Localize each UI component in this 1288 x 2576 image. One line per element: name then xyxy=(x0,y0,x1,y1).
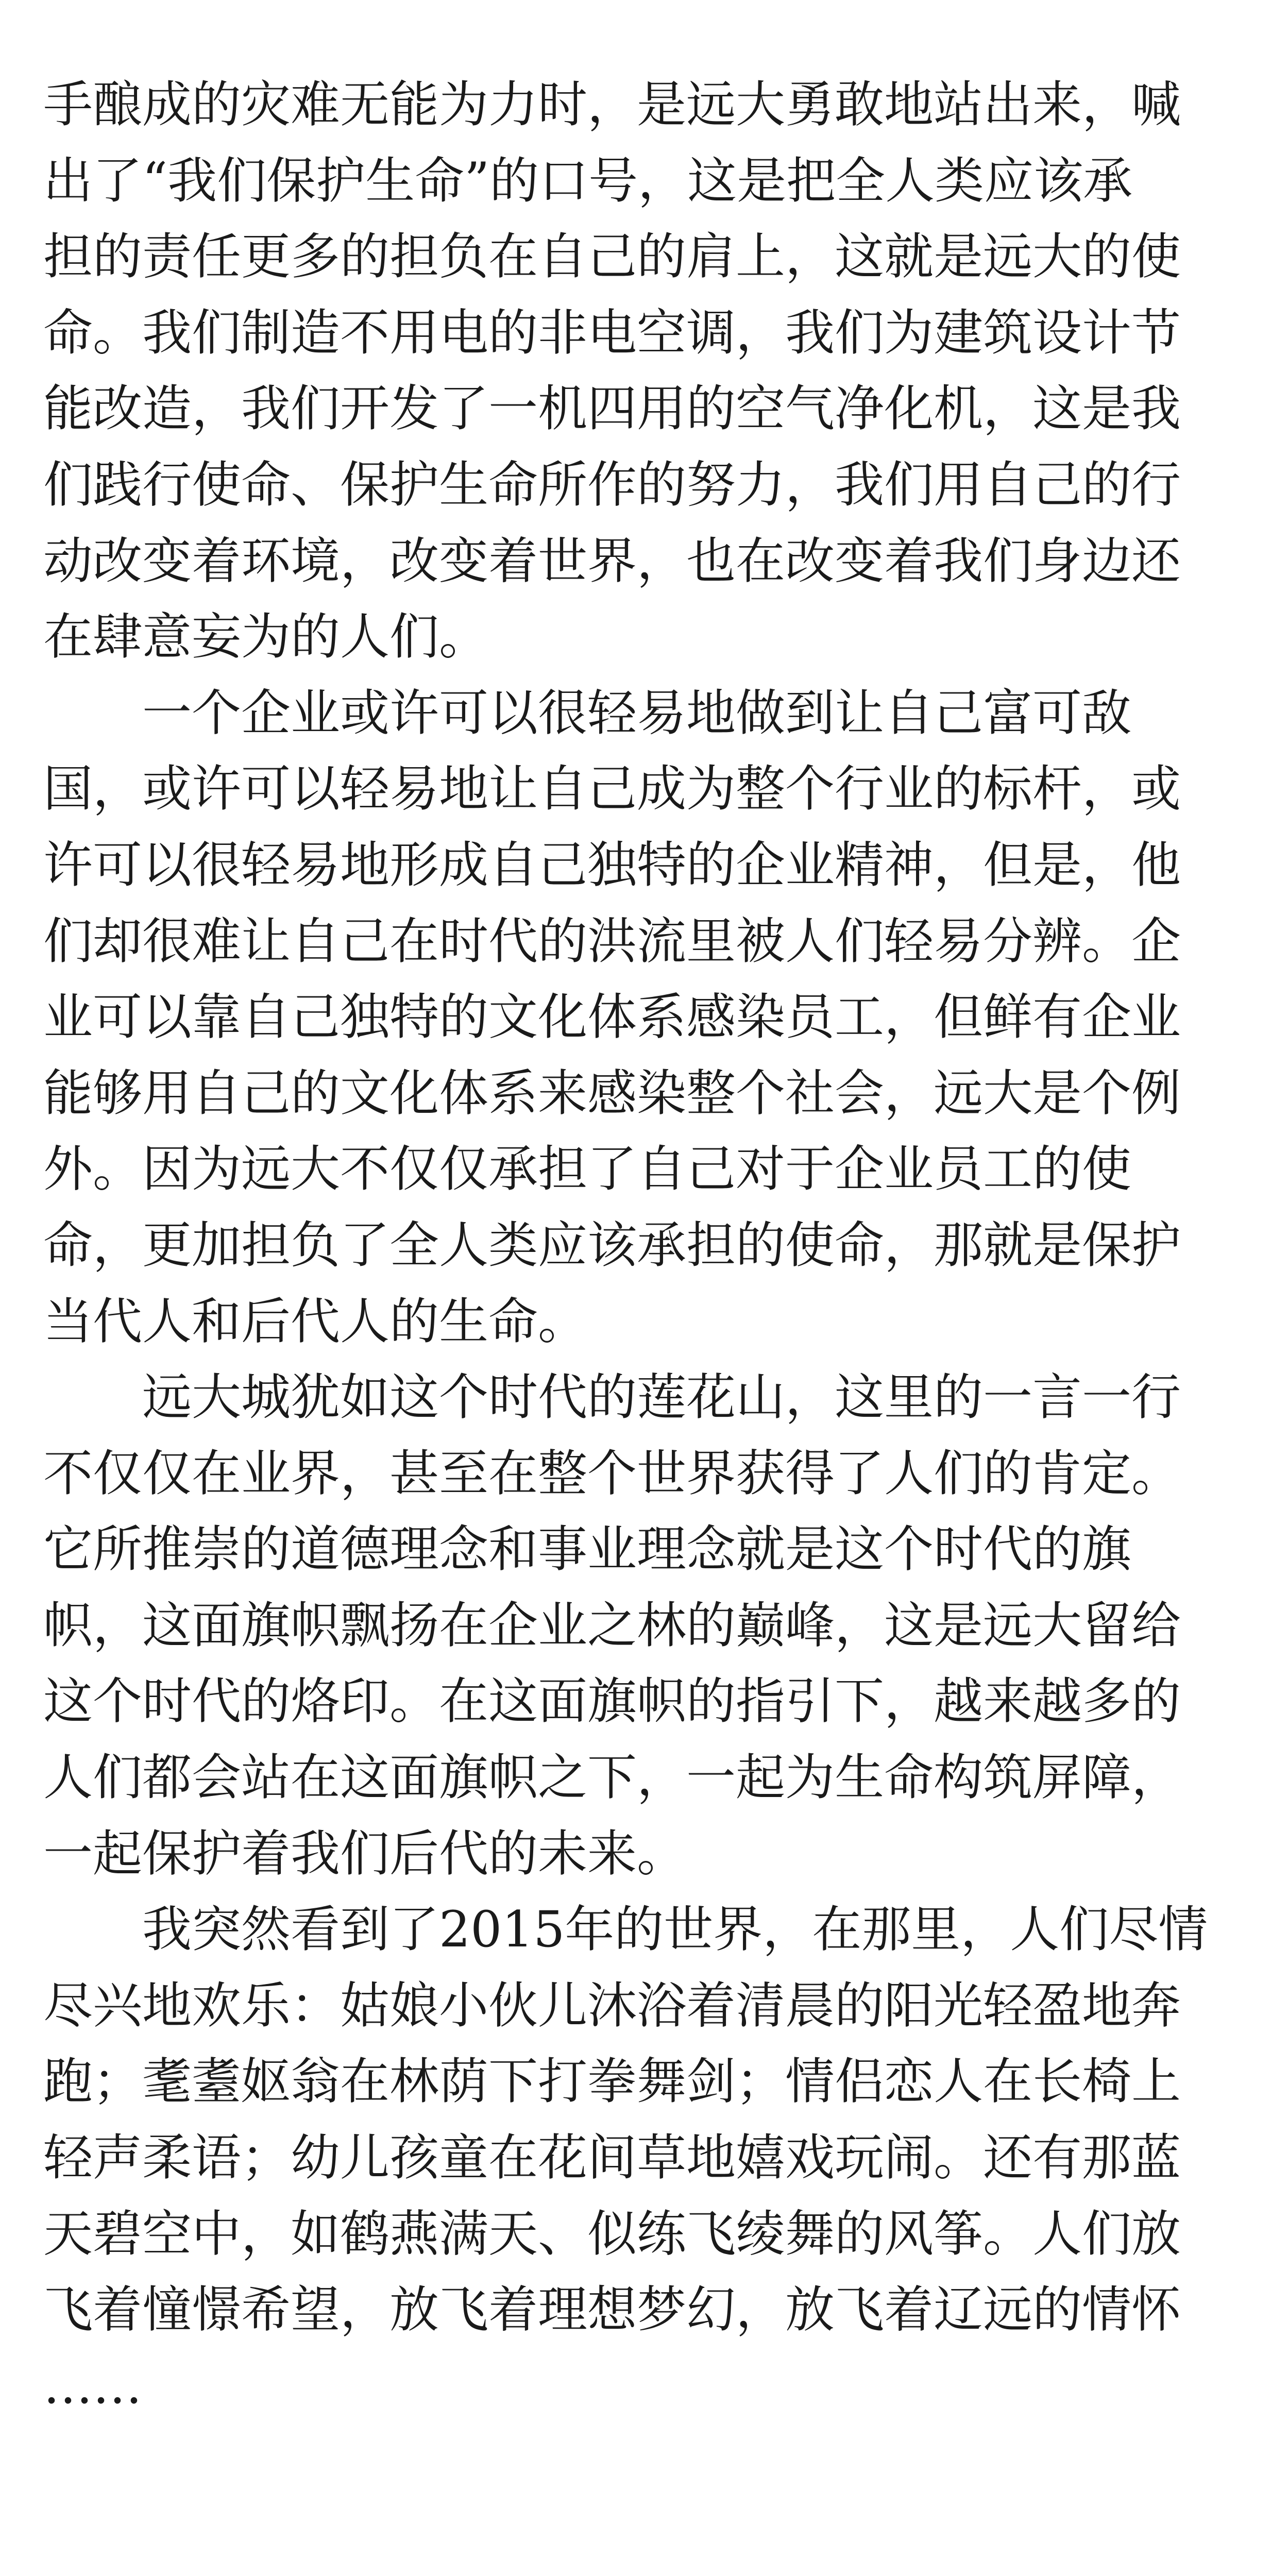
text-line: 外。因为远大不仅仅承担了自己对于企业员工的使 xyxy=(43,1140,1131,1198)
text-line: 许可以很轻易地形成自己独特的企业精神，但是，他 xyxy=(43,836,1181,894)
text-line: 命，更加担负了全人类应该承担的使命，那就是保护 xyxy=(43,1216,1181,1274)
text-line: 们却很难让自己在时代的洪流里被人们轻易分辨。企 xyxy=(43,912,1181,970)
text-line: 帜，这面旗帜飘扬在企业之林的巅峰，这是远大留给 xyxy=(43,1596,1181,1654)
text-line: 一起保护着我们后代的未来。 xyxy=(43,1824,686,1883)
text-line: 这个时代的烙印。在这面旗帜的指引下，越来越多的 xyxy=(43,1672,1181,1731)
text-line: 它所推崇的道德理念和事业理念就是这个时代的旗 xyxy=(43,1520,1131,1579)
paragraph xyxy=(43,1360,1181,1892)
text-line: 当代人和后代人的生命。 xyxy=(43,1292,587,1350)
text-line: 人们都会站在这面旗帜之下，一起为生命构筑屏障， xyxy=(43,1749,1181,1807)
body-text xyxy=(43,67,1208,2424)
text-line: 在肆意妄为的人们。 xyxy=(43,608,488,666)
text-line: 轻声柔语；幼儿孩童在花间草地嬉戏玩闹。还有那蓝 xyxy=(43,2129,1181,2187)
text-line: 能够用自己的文化体系来感染整个社会，远大是个例 xyxy=(43,1064,1181,1122)
paragraph xyxy=(43,675,1181,1360)
text-line: 担的责任更多的担负在自己的肩上，这就是远大的使 xyxy=(43,228,1181,286)
text-line: 命。我们制造不用电的非电空调，我们为建筑设计节 xyxy=(43,303,1181,362)
text-line: 业可以靠自己独特的文化体系感染员工，但鲜有企业 xyxy=(43,988,1181,1046)
text-line: 手酿成的灾难无能为力时，是远大勇敢地站出来，喊 xyxy=(43,76,1181,133)
text-line: 不仅仅在业界，甚至在整个世界获得了人们的肯定。 xyxy=(43,1444,1181,1502)
text-line: 天碧空中，如鹤燕满天、似练飞绫舞的风筝。人们放 xyxy=(43,2205,1181,2263)
paragraph xyxy=(43,1892,1208,2424)
text-line: 远大城犹如这个时代的莲花山，这里的一言一行 xyxy=(43,1368,1181,1427)
text-line: 们践行使命、保护生命所作的努力，我们用自己的行 xyxy=(43,455,1181,514)
text-line: 一个企业或许可以很轻易地做到让自己富可敌 xyxy=(43,684,1131,742)
text-line: 国，或许可以轻易地让自己成为整个行业的标杆，或 xyxy=(43,760,1181,818)
paragraph xyxy=(43,67,1181,675)
text-line: 动改变着环境，改变着世界，也在改变着我们身边还 xyxy=(43,532,1181,590)
text-line: 跑；耄耋妪翁在林荫下打拳舞剑；情侣恋人在长椅上 xyxy=(43,2053,1181,2111)
text-line: 飞着憧憬希望，放飞着理想梦幻，放飞着辽远的情怀 xyxy=(43,2281,1181,2339)
text-line: 尽兴地欢乐：姑娘小伙儿沐浴着清晨的阳光轻盈地奔 xyxy=(43,1976,1181,2035)
text-line: 能改造，我们开发了一机四用的空气净化机，这是我 xyxy=(43,380,1181,438)
text-line: 我突然看到了2015年的世界，在那里，人们尽情 xyxy=(43,1901,1208,1959)
text-line: 出了“我们保护生命”的口号，这是把全人类应该承 xyxy=(43,151,1133,210)
text-line: …… xyxy=(43,2357,142,2415)
